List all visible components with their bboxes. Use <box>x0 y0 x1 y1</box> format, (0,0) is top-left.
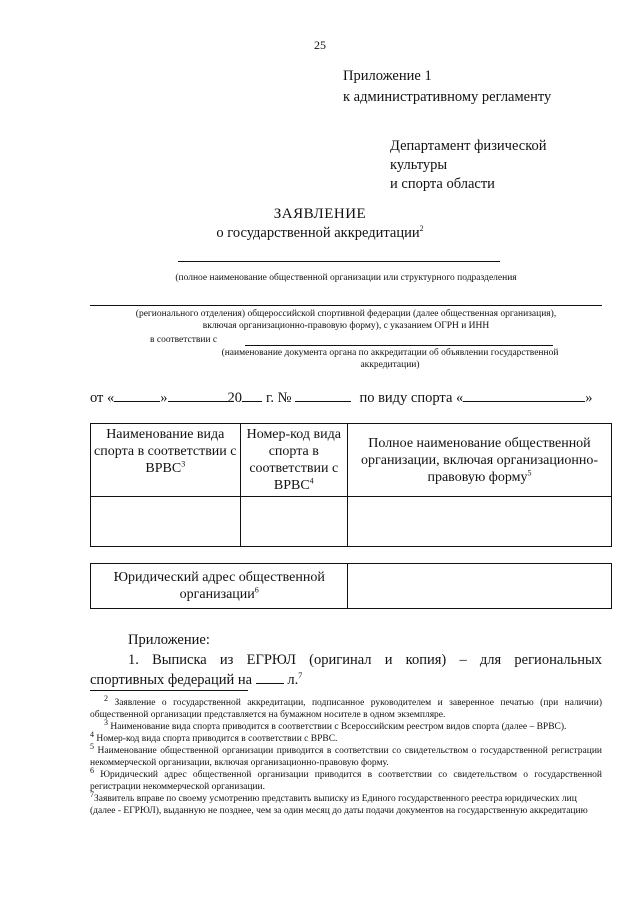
addressee-line-2: культуры <box>390 157 448 173</box>
document-title: ЗАЯВЛЕНИЕ <box>273 206 367 222</box>
cell-org-name[interactable] <box>347 497 611 547</box>
appendix-line-1: Приложение 1 <box>343 68 432 84</box>
document-field-line[interactable] <box>245 345 553 346</box>
header-sport-name: Наименование вида спорта в соответствии с ВРВС$^3$ <box>91 424 241 497</box>
footnote-5: $^5$ Наименование общественной организации приводится в соответствии со свидетельством о государственной регистрации некоммерческой организации, включая организационно-правовую форму. <box>90 741 602 768</box>
footnote-7: $^7$Заявитель вправе по своему усмотрению представить выписку из Единого государственного реестра юридических лиц (далее - ЕГРЮЛ), выданную не позднее, чем за один месяц до даты подачи документов на государственную аккредитацию <box>90 789 588 816</box>
date-line <box>90 389 602 407</box>
year-prefix: 20 <box>227 390 243 406</box>
address-label-cell: Юридический адрес общественной организации$^6$ <box>91 564 348 609</box>
header-sport-code: Номер-код вида спорта в соответствии с ВРВС$^4$ <box>240 424 347 497</box>
subtitle-footnote-ref: 2 <box>419 224 424 234</box>
in-accordance-label: в соответствии с <box>150 335 218 345</box>
sport-table <box>90 423 612 547</box>
attachment-heading: Приложение: <box>128 632 210 648</box>
sport-end-quote: » <box>585 390 593 406</box>
full-name-field-line-2[interactable] <box>90 305 602 306</box>
header-org-name: Полное наименование общественной организации, включая организационно-правовую форму$^5$ <box>347 424 611 497</box>
day-field[interactable] <box>114 389 160 402</box>
regional-caption-1: (регионального отделения) общероссийской спортивной федерации (далее общественная организация), <box>135 309 557 319</box>
appendix-header <box>343 66 551 108</box>
year-field[interactable] <box>242 389 262 402</box>
cell-sport-name[interactable] <box>91 497 241 547</box>
footnotes <box>90 693 603 817</box>
attachment-item-1: 1. Выписка из ЕГРЮЛ (оригинал и копия) – для региональных <box>128 652 602 668</box>
address-value-cell[interactable] <box>348 564 612 609</box>
number-field[interactable] <box>295 389 351 402</box>
address-row <box>91 564 612 609</box>
footnote-separator <box>90 690 248 691</box>
document-subtitle <box>0 225 640 242</box>
cell-sport-code[interactable] <box>240 497 347 547</box>
attachment-item-1-cont: спортивных федераций на л.$^7$ <box>90 671 303 688</box>
month-field[interactable] <box>168 389 228 402</box>
full-name-caption: (полное наименование общественной организации или структурного подразделения <box>175 273 517 283</box>
year-suffix-label: г. № <box>266 390 292 406</box>
footnote-4: $^4$ Номер-код вида спорта приводится в соответствии с ВРВС. <box>90 729 338 744</box>
document-caption-2: аккредитации) <box>360 360 420 370</box>
addressee-line-3: и спорта области <box>390 176 495 192</box>
sport-label: по виду спорта « <box>359 390 464 406</box>
pages-field[interactable] <box>256 671 284 684</box>
full-name-field-line-1[interactable] <box>178 261 500 262</box>
date-close-quote: » <box>160 390 168 406</box>
subtitle-text: о государственной аккредитации <box>216 225 420 241</box>
sport-table-header-row <box>91 424 612 497</box>
document-caption-1: (наименование документа органа по аккредитации об объявлении государственной <box>221 348 559 358</box>
sport-field[interactable] <box>463 389 585 402</box>
addressee-block <box>390 137 600 194</box>
attachment-section <box>90 630 602 690</box>
footnote-6: $^6$ Юридический адрес общественной организации приводится в соответствии со свидетельством о государственной регистрации некоммерческой организации. <box>90 765 602 792</box>
sport-table-row <box>91 497 612 547</box>
address-table <box>90 563 612 609</box>
appendix-line-2: к административному регламенту <box>343 89 552 105</box>
regional-caption-2: включая организационно-правовую форму), с указанием ОГРН и ИНН <box>202 321 490 331</box>
footnote-2: $^2$ Заявление о государственной аккредитации, подписанное руководителем и заверенное печатью (при наличии) общественной организации представляется на бумажном носителе в одном экземпляре. <box>90 693 603 720</box>
footnote-3: $^3$ Наименование вида спорта приводится в соответствии с Всероссийским реестром видов спорта (далее – ВРВС). <box>104 717 567 732</box>
date-from-label: от « <box>90 390 115 406</box>
addressee-line-1: Департамент физической <box>390 138 547 154</box>
page-number: 25 <box>314 38 326 52</box>
